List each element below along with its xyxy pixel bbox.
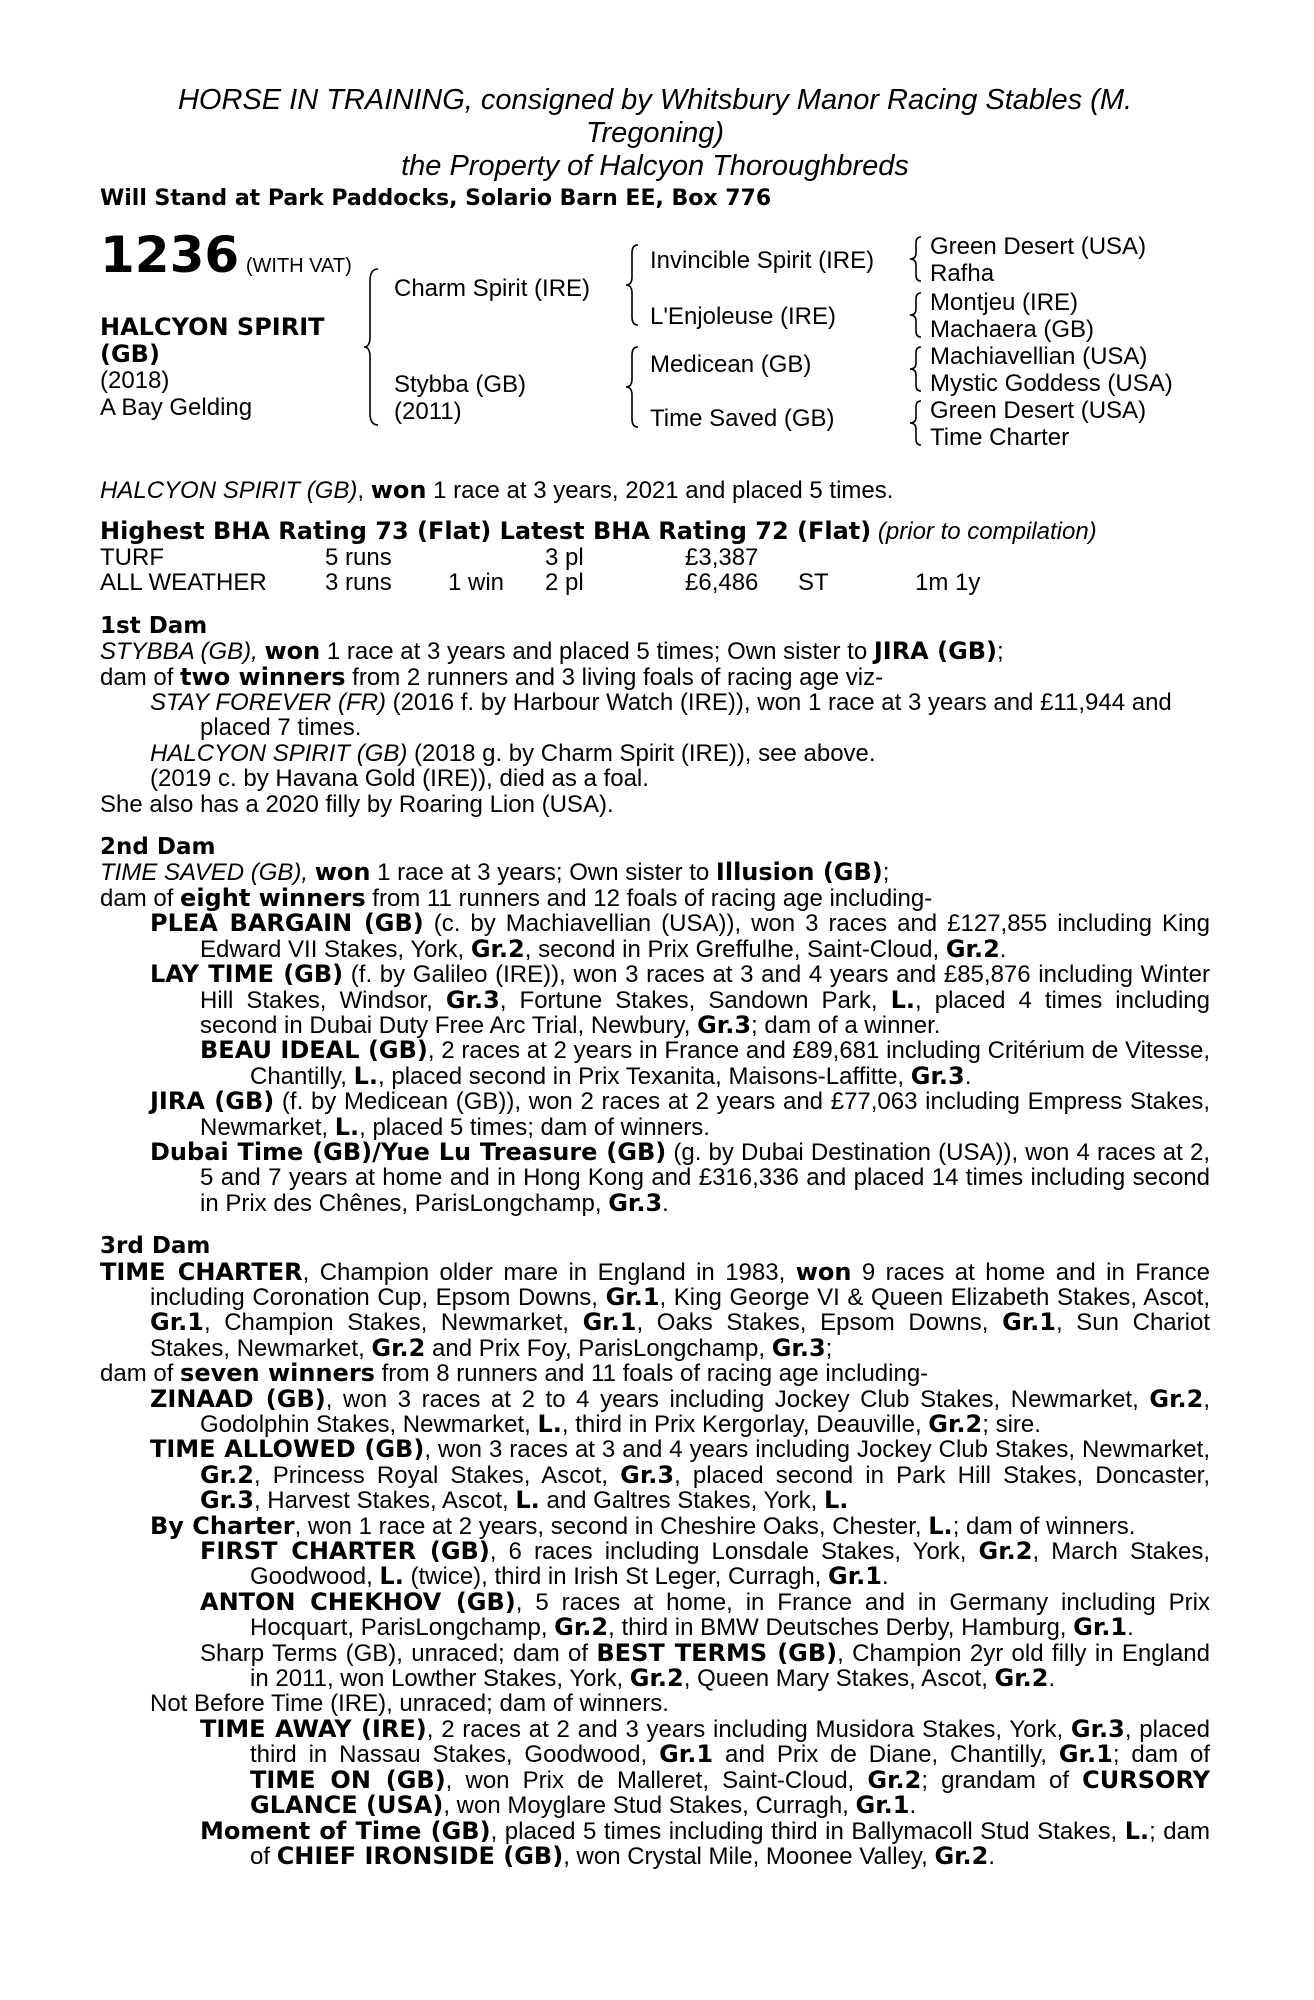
pedigree-dam-dam: Time Saved (GB) <box>650 405 835 432</box>
race-record <box>100 478 1210 1869</box>
pedigree-brace-dam <box>624 345 644 429</box>
produce-2019-colt: (2019 c. by Havana Gold (IRE)), died as a foal. <box>150 765 649 793</box>
produce-2020-filly: She also has a 2020 filly by Roaring Lion (USA). <box>100 790 614 818</box>
stats-aw-places: 2 pl <box>545 569 584 597</box>
produce-plea-bargain: PLEA BARGAIN (GB) (c. by Machiavellian (USA)), won 3 races and £127,855 including King Edward VII Stakes, York, Gr.2, second in Prix Greffulhe, Saint-Cloud, Gr.2. <box>150 909 1210 963</box>
pedigree-brace-gen1 <box>362 267 384 427</box>
second-dam-heading: 2nd Dam <box>100 834 216 861</box>
pedigree-dam: Stybba (GB) <box>394 371 527 398</box>
produce-dubai-time: Dubai Time (GB)/Yue Lu Treasure (GB) (g. by Dubai Destination (USA)), won 4 races at 2, 5 and 7 years at home and in Hong Kong and £316,336 and placed 14 times including second in Prix des Chênes, ParisLongchamp, Gr.3. <box>150 1137 1210 1217</box>
pedigree-sire-sire: Invincible Spirit (IRE) <box>650 247 875 274</box>
third-dam-line: TIME CHARTER, Champion older mare in England in 1983, won 9 races at home and in France including Coronation Cup, Epsom Downs, Gr.1, King George VI & Queen Elizabeth Stakes, Ascot, Gr.1, Champion Stakes, Newmarket, Gr.1, Oaks Stakes, Epsom Downs, Gr.1, Sun Chariot Stakes, Newmarket, Gr.2 and Prix Foy, ParisLongchamp, Gr.3; <box>100 1257 1210 1362</box>
produce-not-before-time: Not Before Time (IRE), unraced; dam of winners. <box>150 1690 669 1718</box>
stats-aw-surface: ALL WEATHER <box>100 569 267 597</box>
consignor-line-2: Tregoning) <box>585 117 725 149</box>
property-line: the Property of Halcyon Thoroughbreds <box>401 150 909 182</box>
third-dam-produce: dam of seven winners from 8 runners and 11 foals of racing age including- <box>100 1359 929 1388</box>
stats-turf-earnings: £3,387 <box>685 543 759 571</box>
pedigree-dam-sire: Medicean (GB) <box>650 351 812 378</box>
produce-beau-ideal: BEAU IDEAL (GB), 2 races at 2 years in France and £89,681 including Critérium de Vitesse, Chantilly, L., placed second in Prix Texanita, Maisons-Laffitte, Gr.3. <box>200 1036 1211 1090</box>
second-dam-produce: dam of eight winners from 11 runners and 12 foals of racing age including- <box>100 883 933 912</box>
produce-anton-chekhov: ANTON CHEKHOV (GB), 5 races at home, in France and in Germany including Prix Hocquart, ParisLongchamp, Gr.2, third in BMW Deutsches Derby, Hamburg, Gr.1. <box>200 1587 1210 1642</box>
stats-table <box>100 545 1210 596</box>
produce-jira: JIRA (GB) (f. by Medicean (GB)), won 2 races at 2 years and £77,063 including Empress Stakes, Newmarket, L., placed 5 times; dam of winners. <box>150 1087 1211 1141</box>
produce-zinaad: ZINAAD (GB), won 3 races at 2 to 4 years including Jockey Club Stakes, Newmarket, Gr.2, Godolphin Stakes, Newmarket, L., third in Prix Kergorlay, Deauville, Gr.2; sire. <box>150 1384 1210 1438</box>
third-dam-heading: 3rd Dam <box>100 1233 211 1260</box>
foaling-year: (2018) <box>100 367 170 394</box>
produce-sharp-terms: Sharp Terms (GB), unraced; dam of BEST TERMS (GB), Champion 2yr old filly in England in 2011, won Lowther Stakes, York, Gr.2, Queen Mary Stakes, Ascot, Gr.2. <box>200 1638 1210 1693</box>
stats-aw-distance: 1m 1y <box>915 569 981 597</box>
bha-rating: Highest BHA Rating 73 (Flat) Latest BHA Rating 72 (Flat) (prior to compilation) <box>100 517 1097 546</box>
pedigree-brace-sd <box>908 291 926 339</box>
stats-aw-wins: 1 win <box>448 569 505 597</box>
stats-turf-surface: TURF <box>100 543 164 571</box>
first-dam-produce: dam of two winners from 2 runners and 3 living foals of racing age viz- <box>100 662 884 691</box>
first-dam-heading: 1st Dam <box>100 612 208 639</box>
second-dam-line: TIME SAVED (GB), won 1 race at 3 years; Own sister to Illusion (GB); <box>100 858 890 887</box>
consignor-line-1: HORSE IN TRAINING, consigned by Whitsbury Manor Racing Stables (M. <box>177 84 1133 116</box>
lot-number: 1236 <box>100 226 240 284</box>
stats-aw-runs: 3 runs <box>325 569 392 597</box>
stats-turf-places: 3 pl <box>545 543 584 571</box>
catalogue-page <box>100 84 1210 1869</box>
pedigree-dsd: Mystic Goddess (USA) <box>930 370 1173 397</box>
pedigree-brace-dd <box>908 399 926 447</box>
pedigree-dam-year: (2011) <box>394 398 462 425</box>
produce-time-allowed: TIME ALLOWED (GB), won 3 races at 3 and 4 years including Jockey Club Stakes, Newmarket, Gr.2, Princess Royal Stakes, Ascot, Gr.3, placed second in Park Hill Stakes, Doncaster, Gr.3, Harvest Stakes, Ascot, L. and Galtres Stakes, York, L. <box>150 1435 1211 1515</box>
produce-by-charter: By Charter, won 1 race at 2 years, second in Cheshire Oaks, Chester, L.; dam of winners. <box>150 1511 1136 1540</box>
produce-halcyon-spirit: HALCYON SPIRIT (GB) (2018 g. by Charm Spirit (IRE)), see above. <box>150 739 876 767</box>
lot-number-line <box>100 226 352 284</box>
horse-name-line-1: HALCYON SPIRIT <box>100 313 325 341</box>
consignor-header <box>100 84 1210 183</box>
pedigree-dss: Machiavellian (USA) <box>930 343 1148 370</box>
pedigree-sire: Charm Spirit (IRE) <box>394 275 591 302</box>
stats-aw-going: ST <box>798 569 829 597</box>
pedigree-sss: Green Desert (USA) <box>930 233 1147 260</box>
pedigree-brace-ss <box>908 235 926 283</box>
pedigree-sdd: Machaera (GB) <box>930 316 1095 343</box>
pedigree-brace-ds <box>908 345 926 393</box>
produce-stay-forever: STAY FOREVER (FR) (2016 f. by Harbour Watch (IRE)), won 1 race at 3 years and £11,944 and placed 7 times. <box>150 689 1172 742</box>
produce-moment-of-time: Moment of Time (GB), placed 5 times including third in Ballymacoll Stud Stakes, L.; dam of CHIEF IRONSIDE (GB), won Crystal Mile, Moonee Valley, Gr.2. <box>200 1816 1210 1870</box>
vat-label: (WITH VAT) <box>245 255 352 277</box>
pedigree-block <box>100 226 1210 478</box>
stand-location: Will Stand at Park Paddocks, Solario Barn EE, Box 776 <box>100 186 772 211</box>
produce-lay-time: LAY TIME (GB) (f. by Galileo (IRE)), won 3 races at 3 and 4 years and £85,876 including Winter Hill Stakes, Windsor, Gr.3, Fortune Stakes, Sandown Park, L., placed 4 times including second in Dubai Duty Free Arc Trial, Newbury, Gr.3; dam of a winner. <box>150 960 1211 1039</box>
pedigree-brace-sire <box>624 243 644 327</box>
stats-turf-runs: 5 runs <box>325 543 392 571</box>
produce-time-away: TIME AWAY (IRE), 2 races at 2 and 3 years including Musidora Stakes, York, Gr.3, placed third in Nassau Stakes, Goodwood, Gr.1 and Prix de Diane, Chantilly, Gr.1; dam of TIME ON (GB), won Prix de Malleret, Saint-Cloud, Gr.2; grandam of CURSORY GLANCE (USA), won Moyglare Stud Stakes, Curragh, Gr.1. <box>200 1714 1211 1820</box>
pedigree-ddd: Time Charter <box>930 424 1070 451</box>
pedigree-ssd: Rafha <box>930 260 995 287</box>
pedigree-dds: Green Desert (USA) <box>930 397 1147 424</box>
produce-first-charter: FIRST CHARTER (GB), 6 races including Lonsdale Stakes, York, Gr.2, March Stakes, Goodwood, L. (twice), third in Irish St Leger, Curragh, Gr.1. <box>200 1537 1210 1591</box>
pedigree-sds: Montjeu (IRE) <box>930 289 1079 316</box>
horse-name-line-2: (GB) <box>100 340 160 368</box>
race-summary: HALCYON SPIRIT (GB), won 1 race at 3 years, 2021 and placed 5 times. <box>100 476 894 504</box>
stats-aw-earnings: £6,486 <box>685 569 759 597</box>
pedigree-sire-dam: L'Enjoleuse (IRE) <box>650 303 836 330</box>
horse-description: A Bay Gelding <box>100 394 253 421</box>
first-dam-line: STYBBA (GB), won 1 race at 3 years and placed 5 times; Own sister to JIRA (GB); <box>100 637 1004 666</box>
